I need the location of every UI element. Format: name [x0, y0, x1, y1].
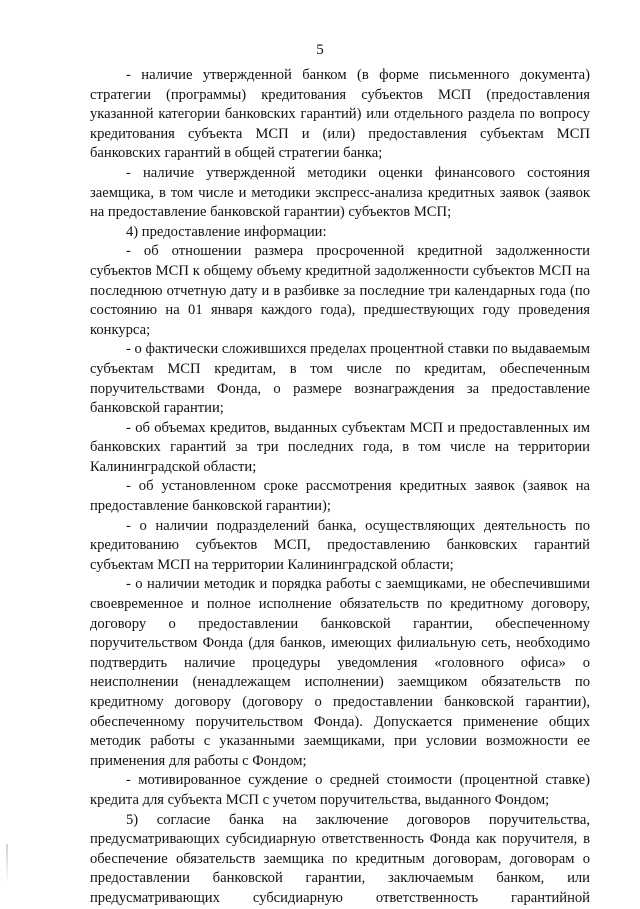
page-number: 5 — [316, 42, 324, 58]
paragraph-loan-volumes: - об объемах кредитов, выданных субъектам МСП и предоставленных им банковских гарантий за три последних года, в том числе на территории Калининградской области; — [90, 419, 590, 475]
scan-edge-mark — [6, 844, 8, 884]
paragraph-bank-consent: 5) согласие банка на заключение договоров поручительства, предусматривающих субсидиарную ответственность Фонда как поручителя, в обеспечение обязательств заемщика по кредитным договорам, договорам о предоставлении банковской гарантии, заключаемым банком, или предусматривающих субсидиарную ответственность гарантийной — [90, 811, 590, 906]
paragraph-strategy: - наличие утвержденной банком (в форме письменного документа) стратегии (программы) кредитования субъектов МСП (предоставления указанной категории банковских гарантий) или отдельного раздела по вопросу кредитования субъекта МСП и (или) предоставления субъектам МСП банковских гарантий в общей стратегии банка; — [90, 67, 590, 162]
paragraph-overdue-debt: - об отношении размера просроченной кредитной задолженности субъектов МСП к общему объему кредитной задолженности субъектов МСП на последнюю отчетную дату и в разбивке за последние три календарных года (по состоянию на 01 января каждого года), предшествующих году проведения конкурса; — [90, 243, 590, 338]
paragraph-methodology: - наличие утвержденной методики оценки финансового состояния заемщика, в том числе и методики экспресс-анализа кредитных заявок (заявок на предоставление банковской гарантии) субъектов МСП; — [90, 164, 590, 221]
document-body — [90, 66, 590, 909]
paragraph-information-heading: 4) предоставление информации: — [126, 223, 327, 240]
paragraph-review-term: - об установленном сроке рассмотрения кредитных заявок (заявок на предоставление банковской гарантии); — [90, 478, 590, 515]
paragraph-interest-rate: - о фактически сложившихся пределах процентной ставки по выдаваемым субъектам МСП кредитам, в том числе по кредитам, обеспеченным поручительствами Фонда, о размере вознаграждения за предоставление банковской гарантии; — [90, 341, 590, 417]
paragraph-reasoned-judgment: - мотивированное суждение о средней стоимости (процентной ставке) кредита для субъекта МСП с учетом поручительства, выданного Фондом; — [90, 772, 590, 808]
paragraph-bank-divisions: - о наличии подразделений банка, осуществляющих деятельность по кредитованию субъектов МСП, предоставлению банковских гарантий субъектам МСП на территории Калининградской области; — [90, 517, 590, 573]
paragraph-borrower-methods: - о наличии методик и порядка работы с заемщиками, не обеспечившими своевременное и полное исполнение обязательств по кредитному договору, договору о предоставлении банковской гарантии, обеспеченному поручительством Фонда (для банков, имеющих филиальную сеть, необходимо подтвердить наличие процедуры уведомления «головного офиса» о неисполнении (ненадлежащем исполнении) заемщиком обязательств по кредитному договору (договору о предоставлении банковской гарантии), обеспеченному поручительством Фонда). Допускается применение общих методик работы с указанными заемщиками, при условии возможности ее применения для работы с Фондом; — [90, 576, 590, 769]
